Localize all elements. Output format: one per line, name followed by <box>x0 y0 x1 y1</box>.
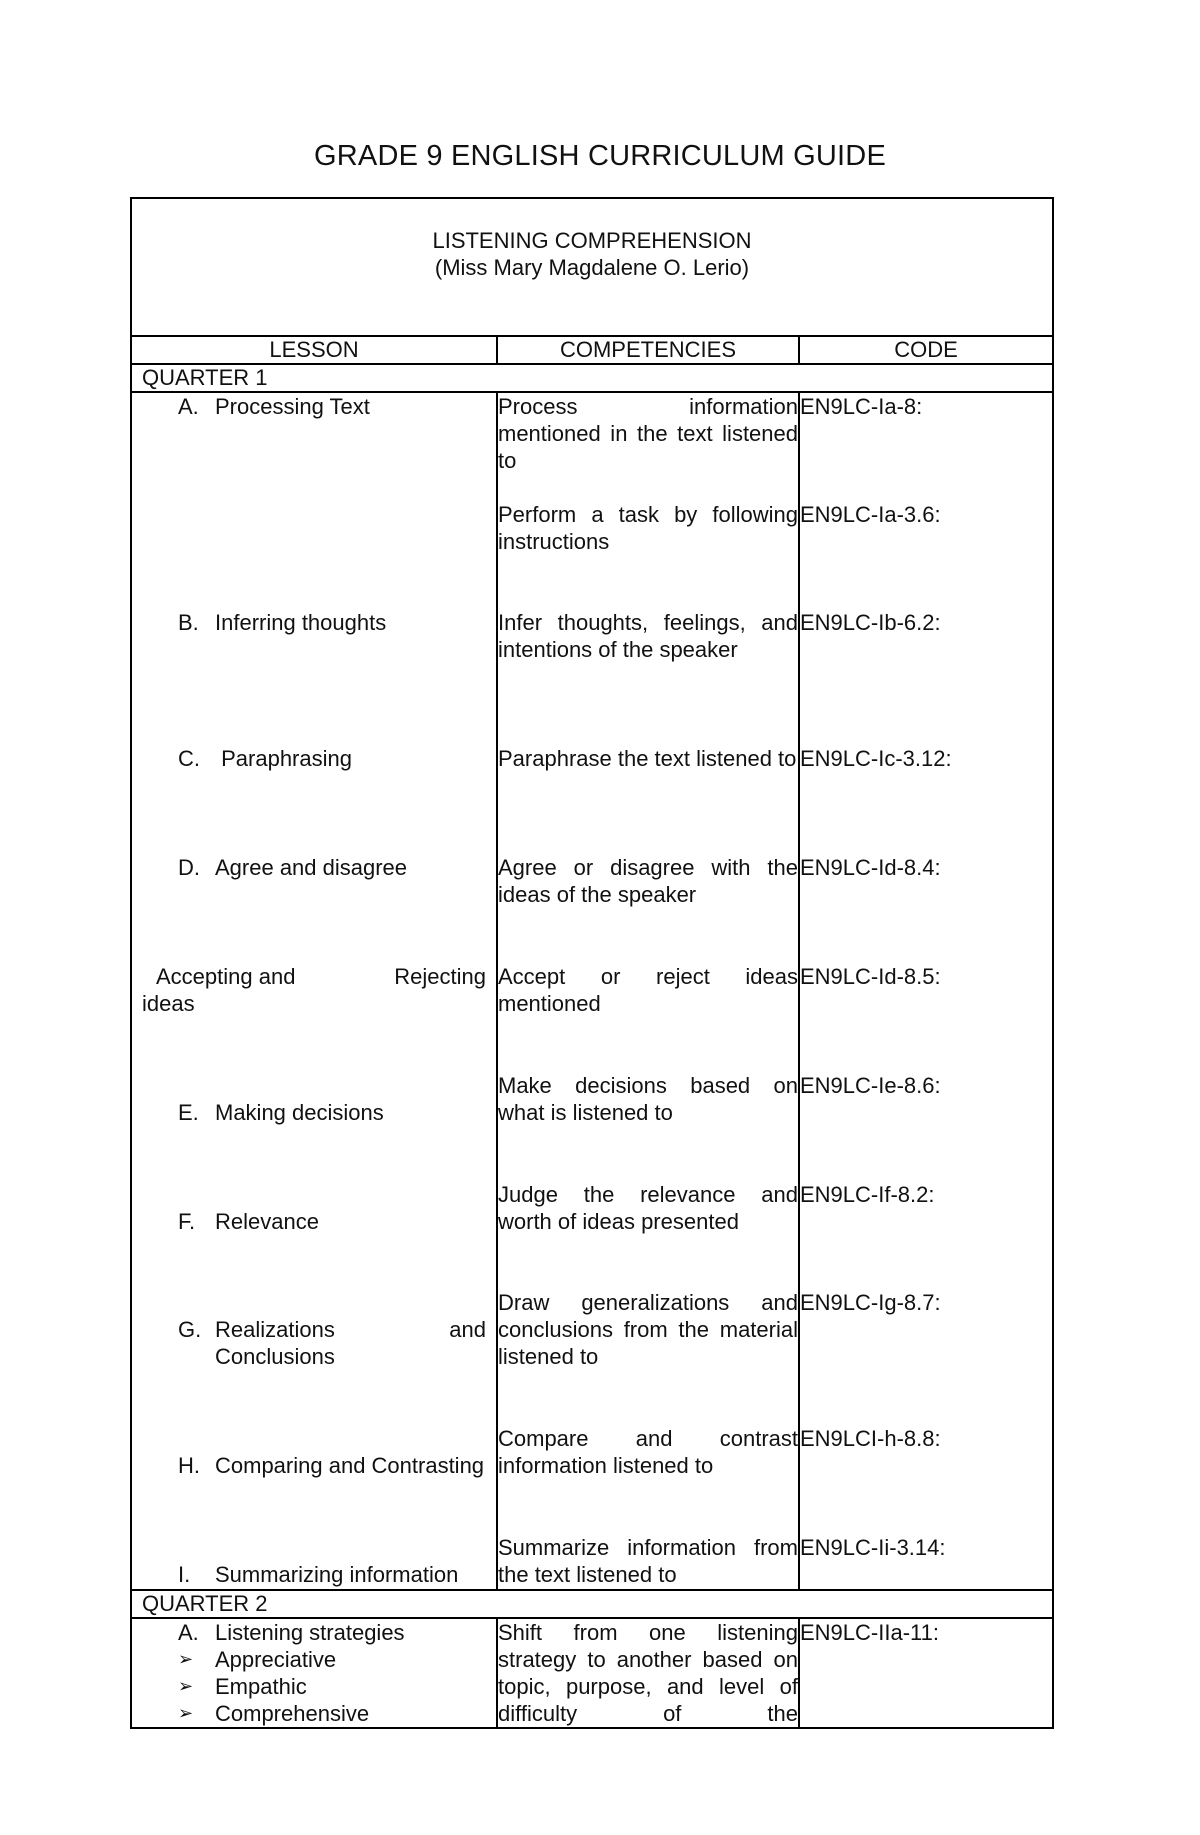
arrow-bullet-icon: ➢ <box>178 1676 194 1696</box>
teacher-name: (Miss Mary Magdalene O. Lerio) <box>434 255 750 280</box>
lesson-e: E. Making decisions <box>178 1100 384 1125</box>
competency-3: Infer thoughts, feelings, and intentions of the speaker <box>498 610 798 662</box>
lesson-h: H. Comparing and Contrasting <box>178 1453 485 1478</box>
quarter-1-label: QUARTER 1 <box>131 364 1053 392</box>
code-11: EN9LC-Ii-3.14: <box>800 1535 946 1560</box>
competency-5: Agree or disagree with the ideas of the speaker <box>498 855 798 907</box>
lesson-b: B. Inferring thoughts <box>178 610 387 635</box>
quarter-2-lessons <box>131 1618 497 1728</box>
code-7: EN9LC-Ie-8.6: <box>800 1073 941 1098</box>
competency-4: Paraphrase the text listened to <box>498 746 797 771</box>
column-header-lesson: LESSON <box>131 336 497 364</box>
lesson-g: G. Realizations and Conclusions <box>178 1317 486 1369</box>
quarter-2-content-row <box>131 1618 1053 1728</box>
competency-8: Judge the relevance and worth of ideas presented <box>498 1182 798 1234</box>
code-1: EN9LC-Ia-8: <box>800 394 923 419</box>
arrow-bullet-icon: ➢ <box>178 1649 194 1669</box>
competency-10: Compare and contrast information listened to <box>498 1426 798 1478</box>
code-4: EN9LC-Ic-3.12: <box>800 746 952 771</box>
quarter-2-label: QUARTER 2 <box>131 1590 1053 1618</box>
competency-q2: Shift from one listening strategy to another based on topic, purpose, and level of difficulty of the <box>498 1620 798 1726</box>
quarter-2-competencies <box>497 1618 799 1728</box>
lesson-d: D. Agree and disagree <box>178 855 408 880</box>
document-title: GRADE 9 ENGLISH CURRICULUM GUIDE <box>314 140 886 172</box>
code-8: EN9LC-If-8.2: <box>800 1182 935 1207</box>
lesson-a: A. Processing Text <box>178 394 370 419</box>
lesson-f: F. Relevance <box>178 1209 319 1234</box>
competency-1: Process information mentioned in the text listened to <box>498 394 798 473</box>
lesson-listening-strategies: A. Listening strategies <box>178 1620 405 1645</box>
lesson-c: C. Paraphrasing <box>178 746 352 771</box>
competency-6: Accept or reject ideas mentioned <box>498 964 798 1016</box>
competency-11: Summarize information from the text listened to <box>498 1535 798 1587</box>
quarter-2-row <box>131 1590 1053 1618</box>
sub-item-appreciative: ➢ Appreciative <box>178 1647 337 1672</box>
code-q2: EN9LC-IIa-11: <box>800 1620 939 1645</box>
quarter-1-content-row <box>131 392 1053 1590</box>
code-10: EN9LCI-h-8.8: <box>800 1426 941 1451</box>
table-header-row <box>131 198 1053 336</box>
quarter-1-lessons <box>131 392 497 1590</box>
sub-item-comprehensive: ➢ Comprehensive <box>178 1701 370 1726</box>
arrow-bullet-icon: ➢ <box>178 1703 194 1723</box>
column-header-row <box>131 336 1053 364</box>
code-6: EN9LC-Id-8.5: <box>800 964 941 989</box>
column-header-code: CODE <box>799 336 1053 364</box>
subject-heading: LISTENING COMPREHENSION <box>432 228 752 253</box>
column-header-competencies: COMPETENCIES <box>497 336 799 364</box>
sub-item-empathic: ➢ Empathic <box>178 1674 307 1699</box>
curriculum-table <box>130 197 1054 1729</box>
quarter-2-codes <box>799 1618 1053 1728</box>
competency-7: Make decisions based on what is listened to <box>498 1073 798 1125</box>
table-header-cell <box>131 198 1053 336</box>
code-2: EN9LC-Ia-3.6: <box>800 502 941 527</box>
code-3: EN9LC-Ib-6.2: <box>800 610 941 635</box>
code-9: EN9LC-Ig-8.7: <box>800 1290 941 1315</box>
competency-2: Perform a task by following instructions <box>498 502 798 554</box>
quarter-1-row <box>131 364 1053 392</box>
competency-9: Draw generalizations and conclusions from the material listened to <box>498 1290 798 1369</box>
lesson-i: I. Summarizing information <box>178 1562 459 1587</box>
quarter-1-codes <box>799 392 1053 1590</box>
quarter-1-competencies <box>497 392 799 1590</box>
code-5: EN9LC-Id-8.4: <box>800 855 941 880</box>
lesson-accepting-rejecting: Accepting and Rejecting ideas <box>142 964 486 1016</box>
